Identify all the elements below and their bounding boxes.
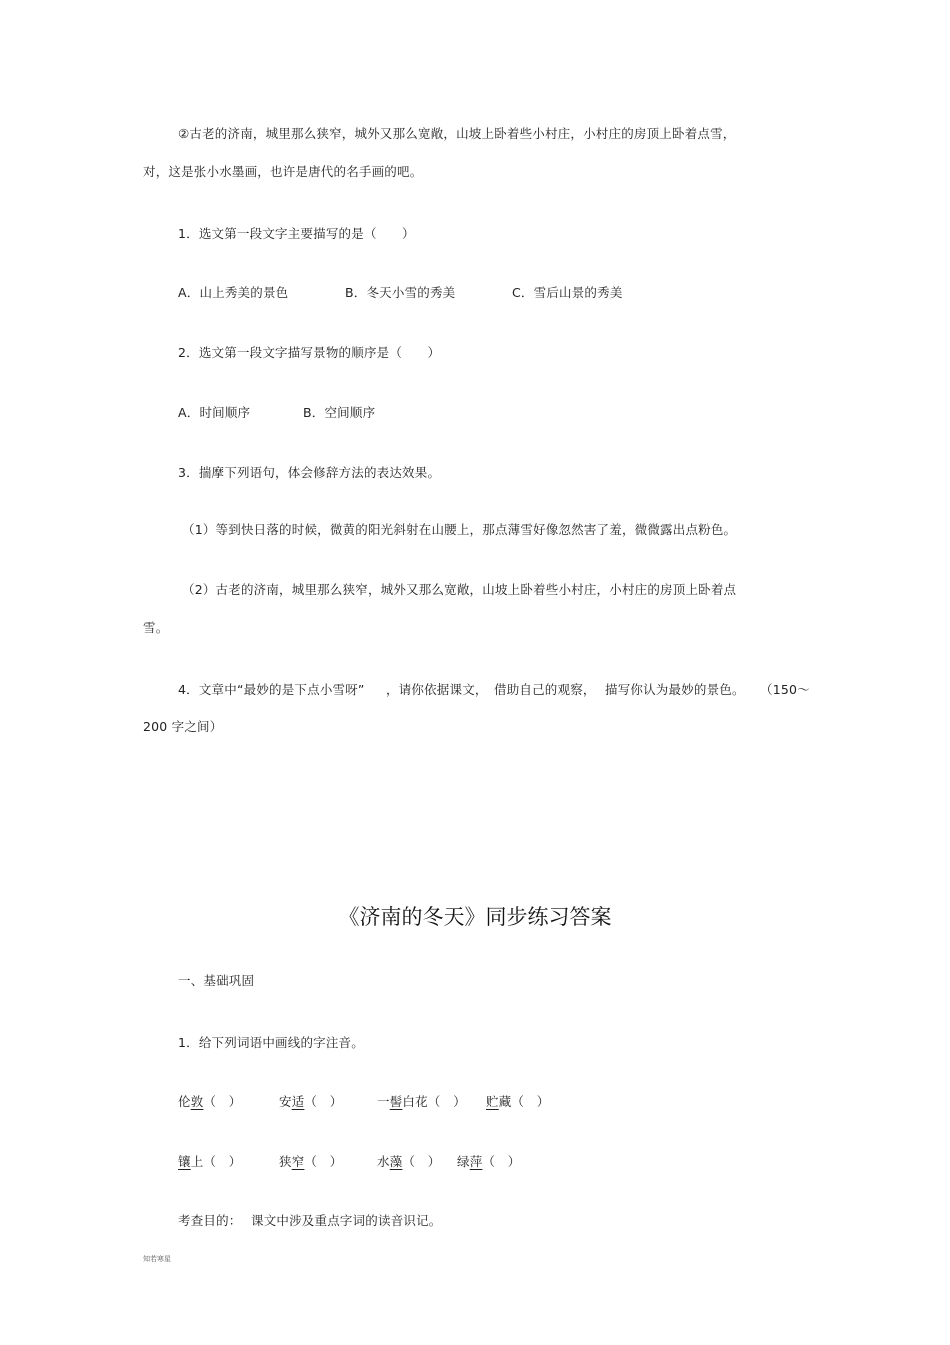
question-4-part-4: 描写你认为最妙的景色。 [605,682,745,697]
question-3-sentence-1: （1）等到快日落的时候，微黄的阳光斜射在山腰上，那点薄雪好像忽然害了羞，微微露出点粉色。 [182,522,737,537]
passage-line-2: 对，这是张小水墨画，也许是唐代的名手画的吧。 [143,164,423,179]
purpose-text: 课文中涉及重点字词的读音识记。 [251,1213,442,1228]
question-2-option-b: B．空间顺序 [303,405,376,420]
word-item: 狭窄（ ） [279,1154,343,1169]
question-1-option-a: A．山上秀美的景色 [178,285,289,300]
word-item: 绿萍（ ） [457,1154,521,1169]
question-2-option-a: A．时间顺序 [178,405,251,420]
answers-question-1-stem: 1．给下列词语中画线的字注音。 [178,1035,364,1050]
word-item: 水藻（ ） [377,1154,441,1169]
question-3-sentence-2: （2）古老的济南，城里那么狭窄，城外又那么宽敞，山坡上卧着些小村庄，小村庄的房顶上卧着点 [182,582,737,597]
footer-text: 知若寒星 [143,1255,171,1263]
question-4-line-2: 200 字之间） [143,719,223,734]
word-item: 镶上（ ） [178,1154,242,1169]
question-4-part-1: 4．文章中“最妙的是下点小雪呀” [178,682,365,697]
question-4-part-3: 借助自己的观察， [494,682,596,697]
purpose-label: 考查目的： [178,1213,242,1228]
answers-section-heading: 一、基础巩固 [178,973,255,988]
word-item: 伦敦（ ） [178,1094,242,1109]
question-2-stem: 2．选文第一段文字描写景物的顺序是（ ） [178,345,441,360]
answers-title: 《济南的冬天》同步练习答案 [338,905,612,929]
question-1-option-c: C．雪后山景的秀美 [512,285,623,300]
passage-line-1: ②古老的济南，城里那么狭窄，城外又那么宽敞，山坡上卧着些小村庄，小村庄的房顶上卧着点雪， [178,126,736,141]
word-item: 一髻白花（ ） [377,1094,466,1109]
question-4-part-2: ，请你依据课文， [386,682,488,697]
word-item: 贮藏（ ） [486,1094,550,1109]
question-4-part-5: （150～ [760,682,810,697]
word-item: 安适（ ） [279,1094,343,1109]
question-3-stem: 3．揣摩下列语句，体会修辞方法的表达效果。 [178,465,441,480]
question-1-stem: 1．选文第一段文字主要描写的是（ ） [178,226,415,241]
question-1-option-b: B．冬天小雪的秀美 [345,285,456,300]
question-3-sentence-2-cont: 雪。 [143,620,169,635]
